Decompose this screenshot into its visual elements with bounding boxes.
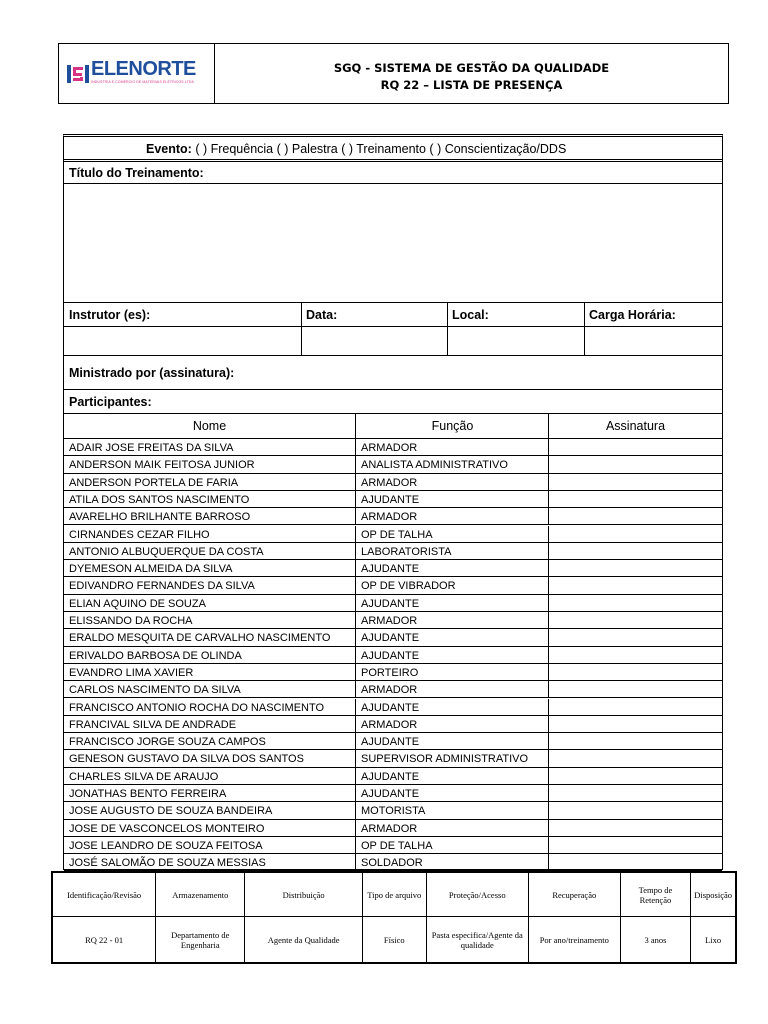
participant-row (64, 837, 722, 854)
participant-row (64, 543, 722, 560)
participant-role: AJUDANTE (361, 597, 420, 610)
footer-value-cell: Por ano/treinamento (528, 917, 620, 963)
signature-field[interactable] (548, 629, 549, 645)
participant-name: EDIVANDRO FERNANDES DA SILVA (69, 580, 255, 593)
info-values-row (64, 327, 722, 356)
column-divider (355, 802, 356, 818)
participant-role: AJUDANTE (361, 493, 420, 506)
participant-row (64, 820, 722, 837)
signature-field[interactable] (548, 820, 549, 836)
document-title (215, 44, 728, 103)
instrutor-field[interactable] (64, 327, 301, 355)
local-cell (447, 303, 585, 326)
participant-name: ELISSANDO DA ROCHA (69, 615, 193, 627)
data-label: Data: (306, 308, 338, 322)
participant-role: OP DE TALHA (361, 528, 433, 541)
footer-header-cell: Disposição (691, 873, 736, 917)
data-cell (301, 303, 448, 326)
participant-role: MOTORISTA (361, 805, 426, 818)
participant-role: SUPERVISOR ADMINISTRATIVO (361, 753, 529, 766)
participant-name: GENESON GUSTAVO DA SILVA DOS SANTOS (69, 753, 304, 766)
logo-text: ELENORTE (91, 58, 196, 80)
signature-field[interactable] (548, 854, 549, 870)
footer-value-row (53, 917, 736, 963)
column-divider (355, 837, 356, 853)
column-divider (355, 820, 356, 836)
column-divider (355, 750, 356, 766)
participant-name: FRANCIVAL SILVA DE ANDRADE (69, 718, 237, 731)
signature-field[interactable] (548, 491, 549, 507)
col-funcao-cell (355, 414, 549, 438)
participant-name: ADAIR JOSE FREITAS DA SILVA (69, 442, 234, 454)
signature-field[interactable] (548, 456, 549, 472)
footer-value-cell: Pasta especifica/Agente da qualidade (426, 917, 528, 963)
signature-field[interactable] (548, 681, 549, 697)
participant-row (64, 664, 722, 681)
column-divider (355, 664, 356, 680)
carga-label: Carga Horária: (589, 308, 676, 322)
column-divider (355, 629, 356, 645)
column-divider (355, 508, 356, 524)
ministrado-label: Ministrado por (assinatura): (69, 366, 235, 380)
signature-field[interactable] (548, 733, 549, 749)
column-divider (355, 768, 356, 784)
participant-row (64, 612, 722, 629)
carga-cell (584, 303, 722, 326)
participant-name: FRANCISCO JORGE SOUZA CAMPOS (69, 736, 266, 749)
footer-value-cell: RQ 22 - 01 (53, 917, 156, 963)
footer-header-cell: Identificação/Revisão (53, 873, 156, 917)
signature-field[interactable] (548, 837, 549, 853)
participant-row (64, 508, 722, 525)
participantes-label: Participantes: (69, 395, 152, 409)
ministrado-row[interactable] (64, 356, 722, 390)
column-divider (355, 560, 356, 576)
footer-value-cell: Agente da Qualidade (245, 917, 363, 963)
signature-field[interactable] (548, 595, 549, 611)
data-field[interactable] (301, 327, 448, 355)
participant-name: CARLOS NASCIMENTO DA SILVA (69, 684, 241, 697)
participant-role: ARMADOR (361, 615, 418, 627)
column-divider (355, 612, 356, 628)
participant-row (64, 595, 722, 612)
signature-field[interactable] (548, 439, 549, 455)
participant-name: ERIVALDO BARBOSA DE OLINDA (69, 649, 242, 662)
participant-name: ELIAN AQUINO DE SOUZA (69, 597, 206, 610)
participant-role: AJUDANTE (361, 788, 420, 800)
signature-field[interactable] (548, 716, 549, 732)
footer-value-cell: Lixo (691, 917, 736, 963)
signature-field[interactable] (548, 612, 549, 628)
participant-name: CHARLES SILVA DE ARAUJO (69, 770, 219, 783)
evento-label: Evento: (146, 142, 192, 156)
participant-row (64, 560, 722, 577)
participant-role: OP DE VIBRADOR (361, 580, 456, 593)
column-divider (355, 439, 356, 455)
participant-name: EVANDRO LIMA XAVIER (69, 666, 194, 679)
signature-field[interactable] (548, 508, 549, 524)
titulo-label: Título do Treinamento: (69, 166, 204, 180)
local-label: Local: (452, 308, 489, 322)
participant-row (64, 716, 722, 733)
column-divider (355, 785, 356, 801)
participant-role: AJUDANTE (361, 632, 420, 645)
footer-header-cell: Armazenamento (156, 873, 245, 917)
participant-role: ARMADOR (361, 718, 418, 731)
footer-header-cell: Tipo de arquivo (362, 873, 426, 917)
column-divider (355, 733, 356, 749)
signature-field[interactable] (548, 560, 549, 576)
participant-role: AJUDANTE (361, 649, 420, 662)
participant-row (64, 854, 722, 871)
participant-role: ANALISTA ADMINISTRATIVO (361, 459, 508, 472)
column-divider (355, 474, 356, 490)
col-funcao-header: Função (431, 419, 474, 433)
participant-name: ATILA DOS SANTOS NASCIMENTO (69, 493, 250, 506)
column-divider (355, 491, 356, 507)
participant-name: AVARELHO BRILHANTE BARROSO (69, 511, 251, 524)
participant-name: ANDERSON MAIK FEITOSA JUNIOR (69, 459, 255, 472)
signature-field[interactable] (548, 647, 549, 663)
signature-field[interactable] (548, 785, 549, 801)
signature-field[interactable] (548, 699, 549, 715)
company-logo (59, 44, 215, 103)
participant-role: LABORATORISTA (361, 545, 452, 558)
participant-name: JONATHAS BENTO FERREIRA (69, 788, 227, 800)
participant-role: ARMADOR (361, 442, 418, 454)
signature-field[interactable] (548, 802, 549, 818)
col-assinatura-cell (548, 414, 722, 438)
participant-name: FRANCISCO ANTONIO ROCHA DO NASCIMENTO (69, 701, 325, 714)
participant-name: JOSE LEANDRO DE SOUZA FEITOSA (69, 839, 263, 852)
signature-field[interactable] (548, 526, 549, 542)
participant-role: PORTEIRO (361, 666, 419, 679)
participant-name: JOSE DE VASCONCELOS MONTEIRO (69, 822, 265, 835)
signature-field[interactable] (548, 768, 549, 784)
participant-role: ARMADOR (361, 822, 418, 835)
participant-row (64, 629, 722, 646)
participant-name: JOSÉ SALOMÃO DE SOUZA MESSIAS (69, 857, 266, 870)
participant-row (64, 768, 722, 785)
participant-role: AJUDANTE (361, 736, 420, 749)
participant-role: SOLDADOR (361, 857, 423, 870)
participant-row (64, 491, 722, 508)
column-divider (355, 716, 356, 732)
column-divider (355, 699, 356, 715)
logo-subtitle: INDÚSTRIA E COMÉRCIO DE MATERIAIS ELÉTRICOS LTDA (91, 80, 194, 84)
participant-row (64, 750, 722, 767)
participant-row (64, 733, 722, 750)
participant-row (64, 526, 722, 543)
participant-role: AJUDANTE (361, 563, 420, 576)
footer-value-cell: Físico (362, 917, 426, 963)
participant-row (64, 456, 722, 473)
column-divider (355, 577, 356, 593)
participantes-row (64, 390, 722, 414)
participant-row (64, 577, 722, 594)
column-divider (355, 595, 356, 611)
participant-row (64, 681, 722, 698)
footer-header-row (53, 873, 736, 917)
participants-header-row (64, 414, 722, 439)
participant-row (64, 802, 722, 819)
local-field[interactable] (447, 327, 585, 355)
title-line-1: SGQ - SISTEMA DE GESTÃO DA QUALIDADE (333, 61, 610, 75)
participant-row (64, 439, 722, 456)
participant-row (64, 699, 722, 716)
column-divider (355, 526, 356, 542)
logo-mark-icon (67, 63, 89, 85)
evento-line (146, 142, 566, 156)
instrutor-label: Instrutor (es): (69, 308, 151, 322)
signature-field[interactable] (548, 664, 549, 680)
participant-role: OP DE TALHA (361, 839, 433, 852)
signature-field[interactable] (548, 474, 549, 490)
participant-role: AJUDANTE (361, 770, 420, 783)
carga-field[interactable] (584, 327, 722, 355)
col-nome-header: Nome (192, 419, 227, 433)
title-line-2: RQ 22 – LISTA DE PRESENÇA (380, 78, 563, 92)
footer-value-cell: 3 anos (620, 917, 691, 963)
titulo-row (64, 162, 722, 184)
participant-name: ANTONIO ALBUQUERQUE DA COSTA (69, 545, 264, 558)
column-divider (355, 647, 356, 663)
participant-role: AJUDANTE (361, 701, 420, 714)
participant-name: ERALDO MESQUITA DE CARVALHO NASCIMENTO (69, 632, 331, 645)
participant-name: ANDERSON PORTELA DE FARIA (69, 476, 239, 489)
participant-row (64, 647, 722, 664)
document-control-table (51, 871, 737, 964)
attendance-form (63, 134, 723, 870)
titulo-field[interactable] (64, 184, 722, 303)
footer-value-cell: Departamento de Engenharia (156, 917, 245, 963)
column-divider (355, 854, 356, 870)
document-header (58, 43, 729, 104)
participant-role: ARMADOR (361, 476, 418, 489)
column-divider (355, 681, 356, 697)
column-divider (355, 543, 356, 559)
participant-role: ARMADOR (361, 684, 418, 697)
col-assinatura-header: Assinatura (605, 419, 666, 433)
column-divider (355, 456, 356, 472)
evento-options[interactable]: ( ) Frequência ( ) Palestra ( ) Treinamento ( ) Conscientização/DDS (195, 142, 567, 156)
participant-name: JOSE AUGUSTO DE SOUZA BANDEIRA (69, 805, 273, 818)
participant-row (64, 474, 722, 491)
footer-header-cell: Distribuição (245, 873, 363, 917)
participant-row (64, 785, 722, 802)
participant-name: DYEMESON ALMEIDA DA SILVA (69, 563, 233, 576)
info-labels-row (64, 303, 722, 327)
participant-role: ARMADOR (361, 511, 418, 524)
footer-header-cell: Tempo de Retenção (620, 873, 691, 917)
footer-header-cell: Recuperação (528, 873, 620, 917)
signature-field[interactable] (548, 750, 549, 766)
participant-name: CIRNANDES CEZAR FILHO (69, 528, 210, 541)
signature-field[interactable] (548, 577, 549, 593)
footer-header-cell: Proteção/Acesso (426, 873, 528, 917)
evento-row (64, 137, 722, 162)
signature-field[interactable] (548, 543, 549, 559)
